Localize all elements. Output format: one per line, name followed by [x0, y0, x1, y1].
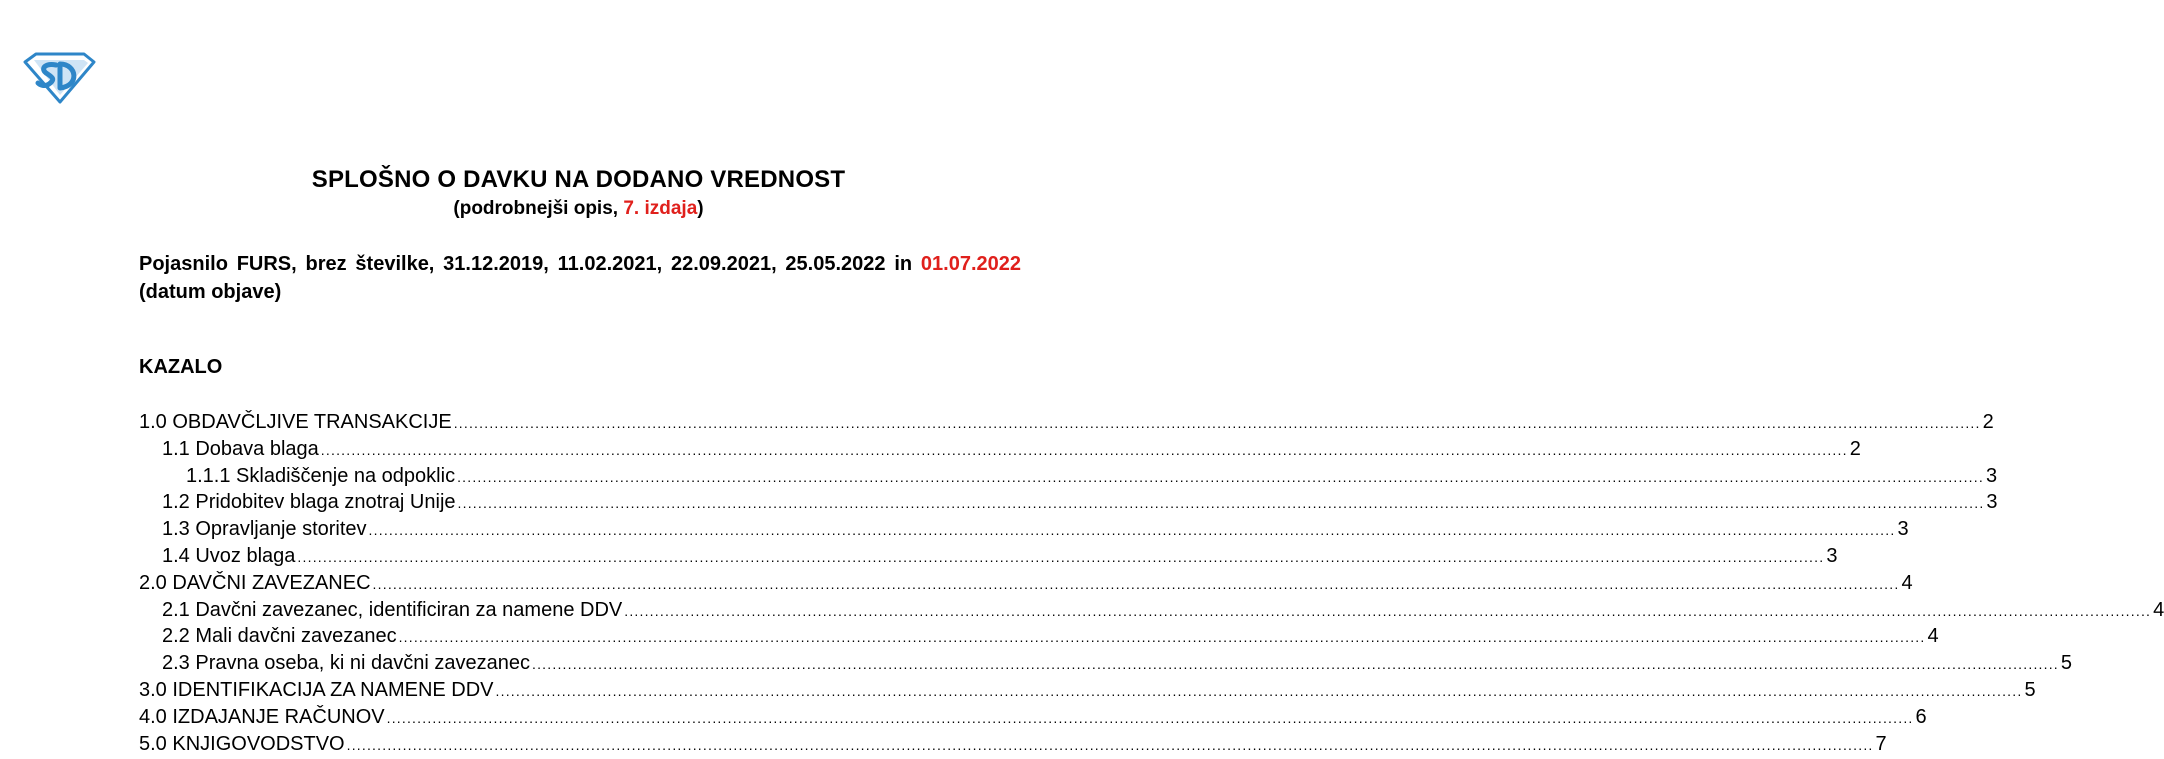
toc-entry[interactable] [139, 437, 1861, 465]
document-subtitle [0, 198, 1157, 220]
toc-entry-label: 1.1 Dobava blaga [162, 437, 319, 460]
reference-paragraph [139, 250, 1021, 306]
toc-dot-leader: ............................................................................................................................................................................................................................................................................................................ [398, 629, 1926, 646]
toc-entry[interactable] [139, 652, 2073, 679]
reference-latest-date: 01.07.2022 [920, 253, 1021, 275]
toc-dot-leader: ............................................................................................................................................................................................................................................................................................................ [386, 709, 1914, 726]
toc-dot-leader: ............................................................................................................................................................................................................................................................................................................ [457, 468, 1984, 485]
toc-entry-label: 2.1 Davčni zavezanec, identificiran za namene DDV [162, 598, 623, 621]
toc-entry[interactable] [139, 544, 1838, 572]
toc-entry-page: 5 [2024, 678, 2036, 701]
toc-entry-label: 1.4 Uvoz blaga [162, 544, 296, 567]
toc-dot-leader: ............................................................................................................................................................................................................................................................................................................ [624, 602, 2152, 619]
toc-entry[interactable] [139, 732, 1887, 759]
toc-heading: KAZALO [139, 356, 223, 378]
toc-dot-leader: ............................................................................................................................................................................................................................................................................................................ [297, 548, 1825, 565]
subtitle-close: ) [697, 198, 704, 219]
toc-entry-label: 2.3 Pravna oseba, ki ni davčni zavezanec [162, 652, 530, 675]
edition-label: 7. izdaja [623, 198, 698, 219]
toc-entry-page: 2 [1982, 411, 1994, 433]
toc-dot-leader: ............................................................................................................................................................................................................................................................................................................ [457, 495, 1985, 512]
toc-entry-page: 3 [1897, 518, 1909, 541]
toc-entry-label: 1.2 Pridobitev blaga znotraj Unije [162, 491, 456, 514]
toc-entry[interactable] [139, 491, 1998, 518]
toc-dot-leader: ............................................................................................................................................................................................................................................................................................................ [532, 656, 2059, 673]
document-title: SPLOŠNO O DAVKU NA DODANO VREDNOST [311, 166, 846, 193]
toc-entry[interactable] [139, 571, 1913, 599]
reference-suffix: (datum objave) [139, 281, 282, 303]
toc-entry-page: 3 [1826, 544, 1838, 567]
toc-dot-leader: ............................................................................................................................................................................................................................................................................................................ [495, 682, 2023, 699]
toc-entry[interactable] [139, 705, 1927, 733]
toc-entry-page: 3 [1985, 464, 1998, 487]
toc-entry-label: 1.3 Opravljanje storitev [162, 518, 367, 541]
toc-entry[interactable] [139, 678, 2036, 706]
toc-entry[interactable] [139, 518, 1909, 545]
toc-entry-page: 4 [2153, 598, 2164, 621]
table-of-contents [139, 411, 2164, 759]
toc-entry-page: 4 [1901, 571, 1913, 594]
toc-entry-label: 1.0 OBDAVČLJIVE TRANSAKCIJE [139, 411, 452, 433]
toc-dot-leader: ............................................................................................................................................................................................................................................................................................................ [453, 415, 1981, 431]
toc-entry-label: 5.0 KNJIGOVODSTVO [139, 732, 345, 755]
toc-entry[interactable] [139, 598, 2164, 626]
toc-entry-page: 7 [1875, 732, 1887, 755]
sd-shield-logo-icon [22, 48, 96, 104]
toc-entry-label: 2.2 Mali davčni zavezanec [162, 625, 397, 648]
toc-entry-label: 1.1.1 Skladiščenje na odpoklic [186, 464, 456, 487]
toc-entry-page: 4 [1927, 625, 1939, 648]
toc-entry-page: 3 [1986, 491, 1998, 514]
toc-entry-page: 5 [2060, 652, 2073, 675]
toc-entry[interactable] [139, 464, 1998, 492]
reference-text: Pojasnilo FURS, brez številke, 31.12.2019, 11.02.2021, 22.09.2021, 25.05.2022 in [139, 253, 921, 275]
toc-entry-label: 2.0 DAVČNI ZAVEZANEC [139, 571, 371, 594]
toc-entry-page: 2 [1849, 437, 1861, 460]
toc-entry[interactable] [139, 411, 1994, 438]
toc-dot-leader: ............................................................................................................................................................................................................................................................................................................ [320, 441, 1848, 458]
toc-entry-page: 6 [1915, 705, 1927, 728]
toc-dot-leader: ............................................................................................................................................................................................................................................................................................................ [368, 522, 1896, 539]
toc-entry-label: 4.0 IZDAJANJE RAČUNOV [139, 705, 385, 728]
subtitle-open: (podrobnejši opis, [453, 198, 624, 219]
toc-entry[interactable] [139, 625, 1939, 652]
toc-entry-label: 3.0 IDENTIFIKACIJA ZA NAMENE DDV [139, 678, 494, 701]
toc-dot-leader: ............................................................................................................................................................................................................................................................................................................ [372, 575, 1900, 592]
toc-dot-leader: ............................................................................................................................................................................................................................................................................................................ [346, 736, 1874, 753]
